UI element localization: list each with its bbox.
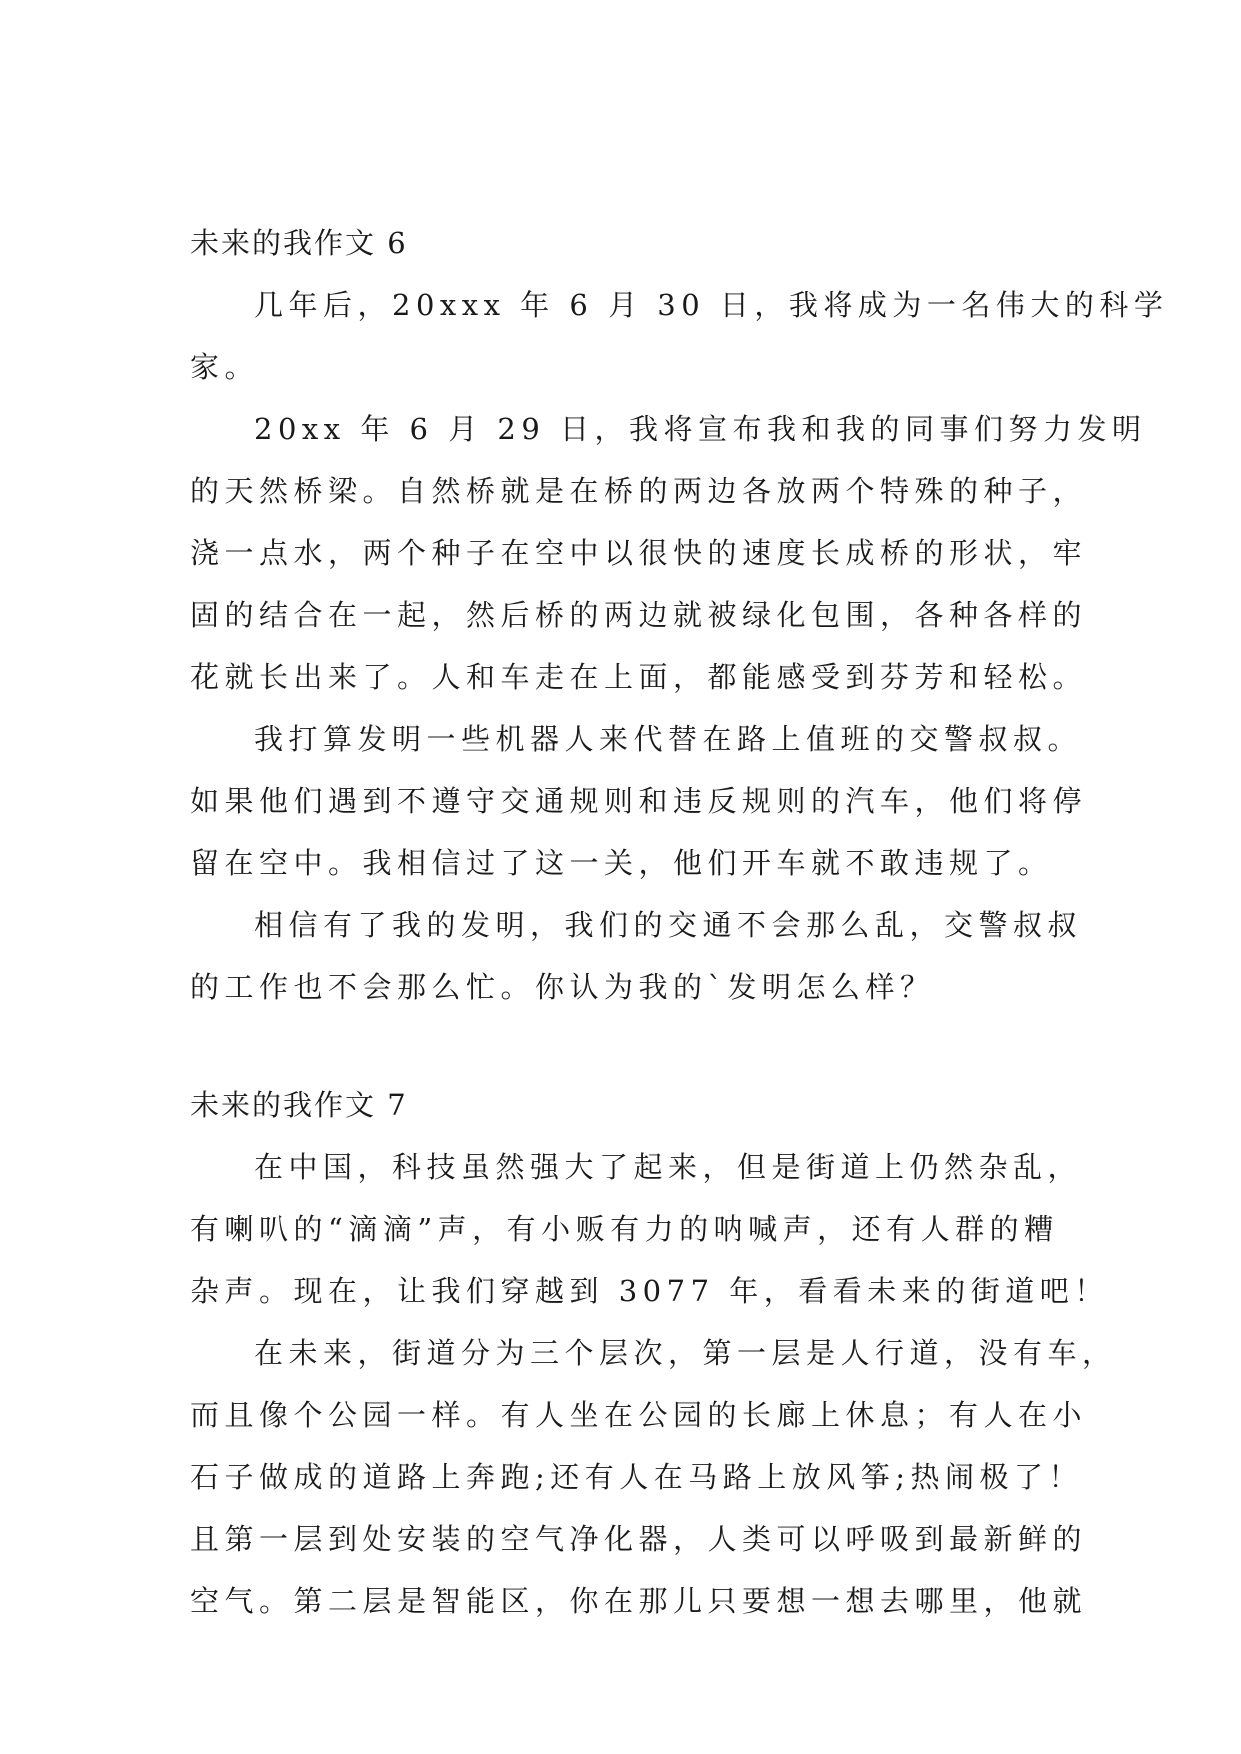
document-content	[190, 212, 1169, 1632]
text-line: 几年后，20xxx 年 6 月 30 日，我将成为一名伟大的科学	[254, 288, 1169, 322]
text-line: 如果他们遇到不遵守交通规则和违反规则的汽车，他们将停	[190, 784, 1088, 818]
section-gap	[190, 1018, 1056, 1074]
paragraph	[190, 398, 1147, 708]
text-line: 杂声。现在，让我们穿越到 3077 年，看看未来的街道吧！	[190, 1274, 1109, 1308]
text-line: 有喇叭的“滴滴”声，有小贩有力的呐喊声，还有人群的糟	[190, 1212, 1059, 1246]
text-line: 20xx 年 6 月 29 日，我将宣布我和我的同事们努力发明	[254, 412, 1147, 446]
text-line: 在未来，街道分为三个层次，第一层是人行道，没有车，	[254, 1336, 1117, 1370]
text-line: 相信有了我的发明，我们的交通不会那么乱，交警叔叔	[254, 908, 1083, 942]
paragraph	[190, 1136, 1109, 1322]
text-line: 且第一层到处安装的空气净化器，人类可以呼吸到最新鲜的	[190, 1522, 1088, 1556]
text-line: 浇一点水，两个种子在空中以很快的速度长成桥的形状，牢	[190, 536, 1088, 570]
essay-7	[190, 1074, 1117, 1632]
paragraph	[190, 274, 1169, 398]
text-line: 石子做成的道路上奔跑;还有人在马路上放风筝;热闹极了！	[190, 1460, 1084, 1494]
text-line: 我打算发明一些机器人来代替在路上值班的交警叔叔。	[254, 722, 1083, 756]
text-line: 而且像个公园一样。有人坐在公园的长廊上休息；有人在小	[190, 1398, 1088, 1432]
text-line: 的天然桥梁。自然桥就是在桥的两边各放两个特殊的种子，	[190, 474, 1088, 508]
essay-6	[190, 212, 1169, 1018]
essay-title: 未来的我作文 7	[190, 1088, 408, 1122]
essay-title: 未来的我作文 6	[190, 226, 408, 260]
text-line: 在中国，科技虽然强大了起来，但是街道上仍然杂乱，	[254, 1150, 1083, 1184]
text-line: 的工作也不会那么忙。你认为我的`发明怎么样？	[190, 970, 935, 1004]
text-line: 花就长出来了。人和车走在上面，都能感受到芬芳和轻松。	[190, 660, 1088, 694]
text-line: 留在空中。我相信过了这一关，他们开车就不敢违规了。	[190, 846, 1053, 880]
text-line: 空气。第二层是智能区，你在那儿只要想一想去哪里，他就	[190, 1584, 1088, 1618]
text-line: 家。	[190, 350, 260, 384]
paragraph	[190, 708, 1088, 894]
text-line: 固的结合在一起，然后桥的两边就被绿化包围，各种各样的	[190, 598, 1088, 632]
paragraph	[190, 894, 1083, 1018]
paragraph	[190, 1322, 1117, 1632]
